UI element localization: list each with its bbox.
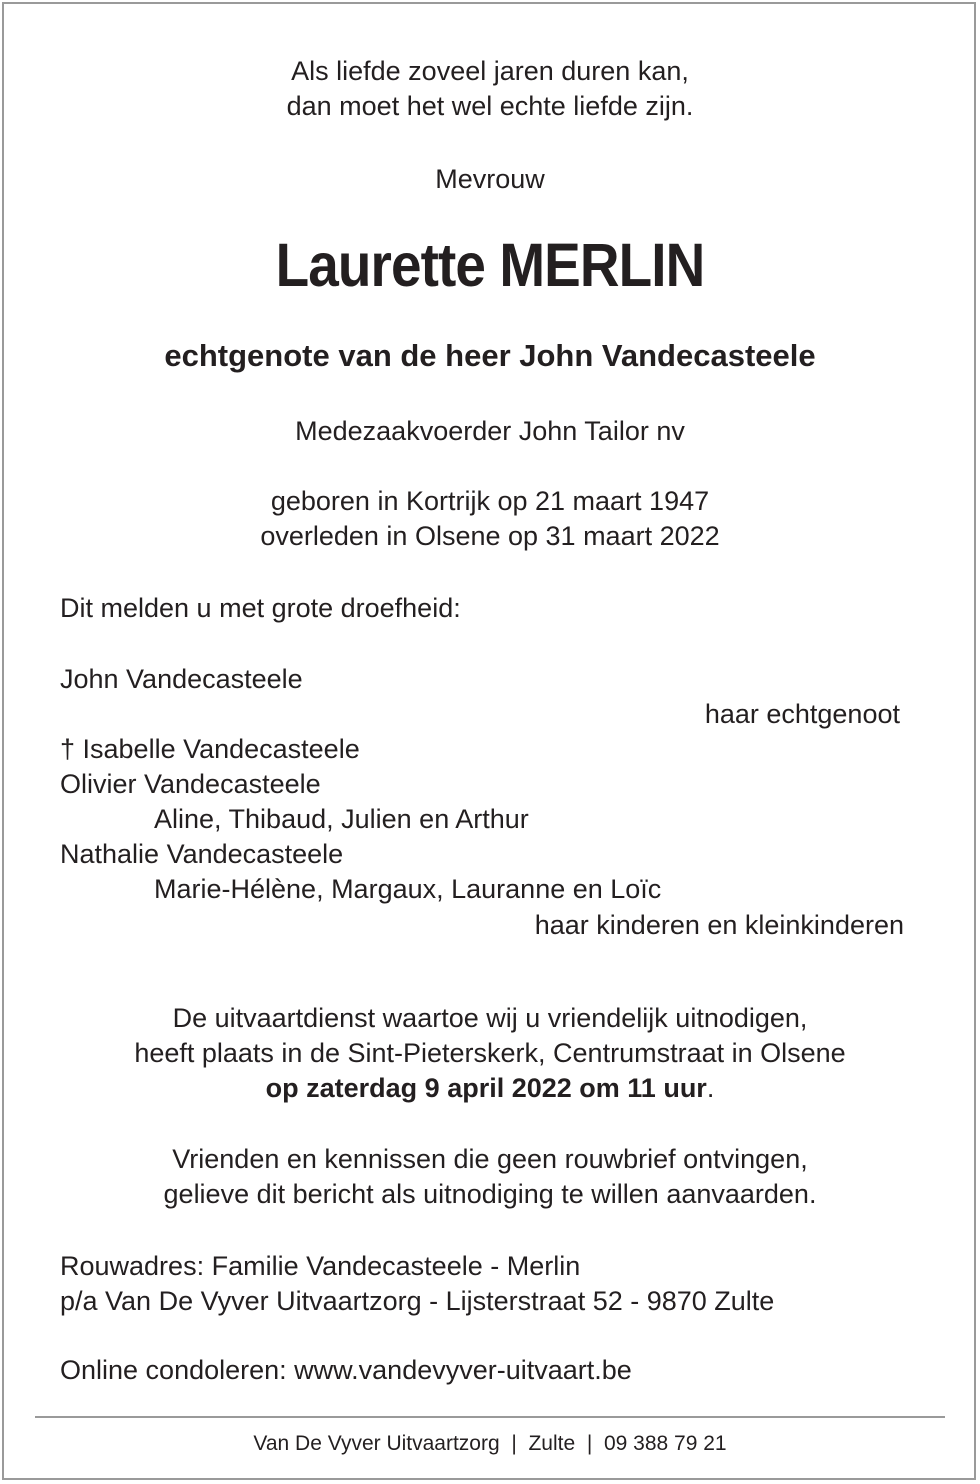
salutation: Mevrouw — [435, 164, 545, 194]
family-child-1: † Isabelle Vandecasteele — [60, 734, 360, 764]
poem-line-2: dan moet het wel echte liefde zijn. — [286, 91, 694, 121]
family-children-role: haar kinderen en kleinkinderen — [534, 910, 904, 940]
service-date — [0, 1071, 980, 1106]
poem-line-1: Als liefde zoveel jaren duren kan, — [291, 56, 689, 86]
family-child-3: Nathalie Vandecasteele — [60, 839, 344, 869]
family-husband-role: haar echtgenoot — [704, 699, 900, 729]
service-line-2: heeft plaats in de Sint-Pieterskerk, Centrumstraat in Olsene — [134, 1038, 846, 1068]
address-line-2: p/a Van De Vyver Uitvaartzorg - Lijsterstraat 52 - 9870 Zulte — [60, 1286, 775, 1316]
address-line-1: Rouwadres: Familie Vandecasteele - Merlin — [60, 1251, 581, 1281]
footer-town: Zulte — [528, 1432, 576, 1455]
footer — [0, 1430, 980, 1458]
footer-phone: 09 388 79 21 — [603, 1432, 727, 1455]
announcement: Dit melden u met grote droefheid: — [60, 593, 461, 623]
invitation-line-2: gelieve dit bericht als uitnodiging te willen aanvaarden. — [163, 1179, 817, 1209]
death-line: overleden in Olsene op 31 maart 2022 — [260, 521, 720, 551]
family-husband: John Vandecasteele — [60, 664, 303, 694]
footer-divider — [35, 1416, 945, 1418]
footer-separator-1: | — [511, 1432, 517, 1455]
footer-separator-2: | — [586, 1432, 593, 1455]
family-grandchildren-2: Aline, Thibaud, Julien en Arthur — [154, 804, 529, 834]
service-line-1: De uitvaartdienst waartoe wij u vriendelijk uitnodigen, — [172, 1003, 808, 1033]
condolence-line: Online condoleren: www.vandevyver-uitvaart.be — [60, 1355, 632, 1385]
birth-line: geboren in Kortrijk op 21 maart 1947 — [270, 486, 710, 516]
footer-company: Van De Vyver Uitvaartzorg — [253, 1432, 500, 1455]
deceased-name: Laurette MERLIN — [275, 231, 705, 299]
occupation: Medezaakvoerder John Tailor nv — [295, 416, 685, 446]
invitation-line-1: Vrienden en kennissen die geen rouwbrief ontvingen, — [172, 1144, 808, 1174]
family-child-2: Olivier Vandecasteele — [60, 769, 321, 799]
family-grandchildren-3: Marie-Hélène, Margaux, Lauranne en Loïc — [154, 874, 662, 904]
service-date-time: op zaterdag 9 april 2022 om 11 uur — [265, 1073, 707, 1103]
spouse-line: echtgenote van de heer John Vandecasteele — [164, 338, 816, 373]
service-date-suffix: . — [706, 1073, 715, 1103]
